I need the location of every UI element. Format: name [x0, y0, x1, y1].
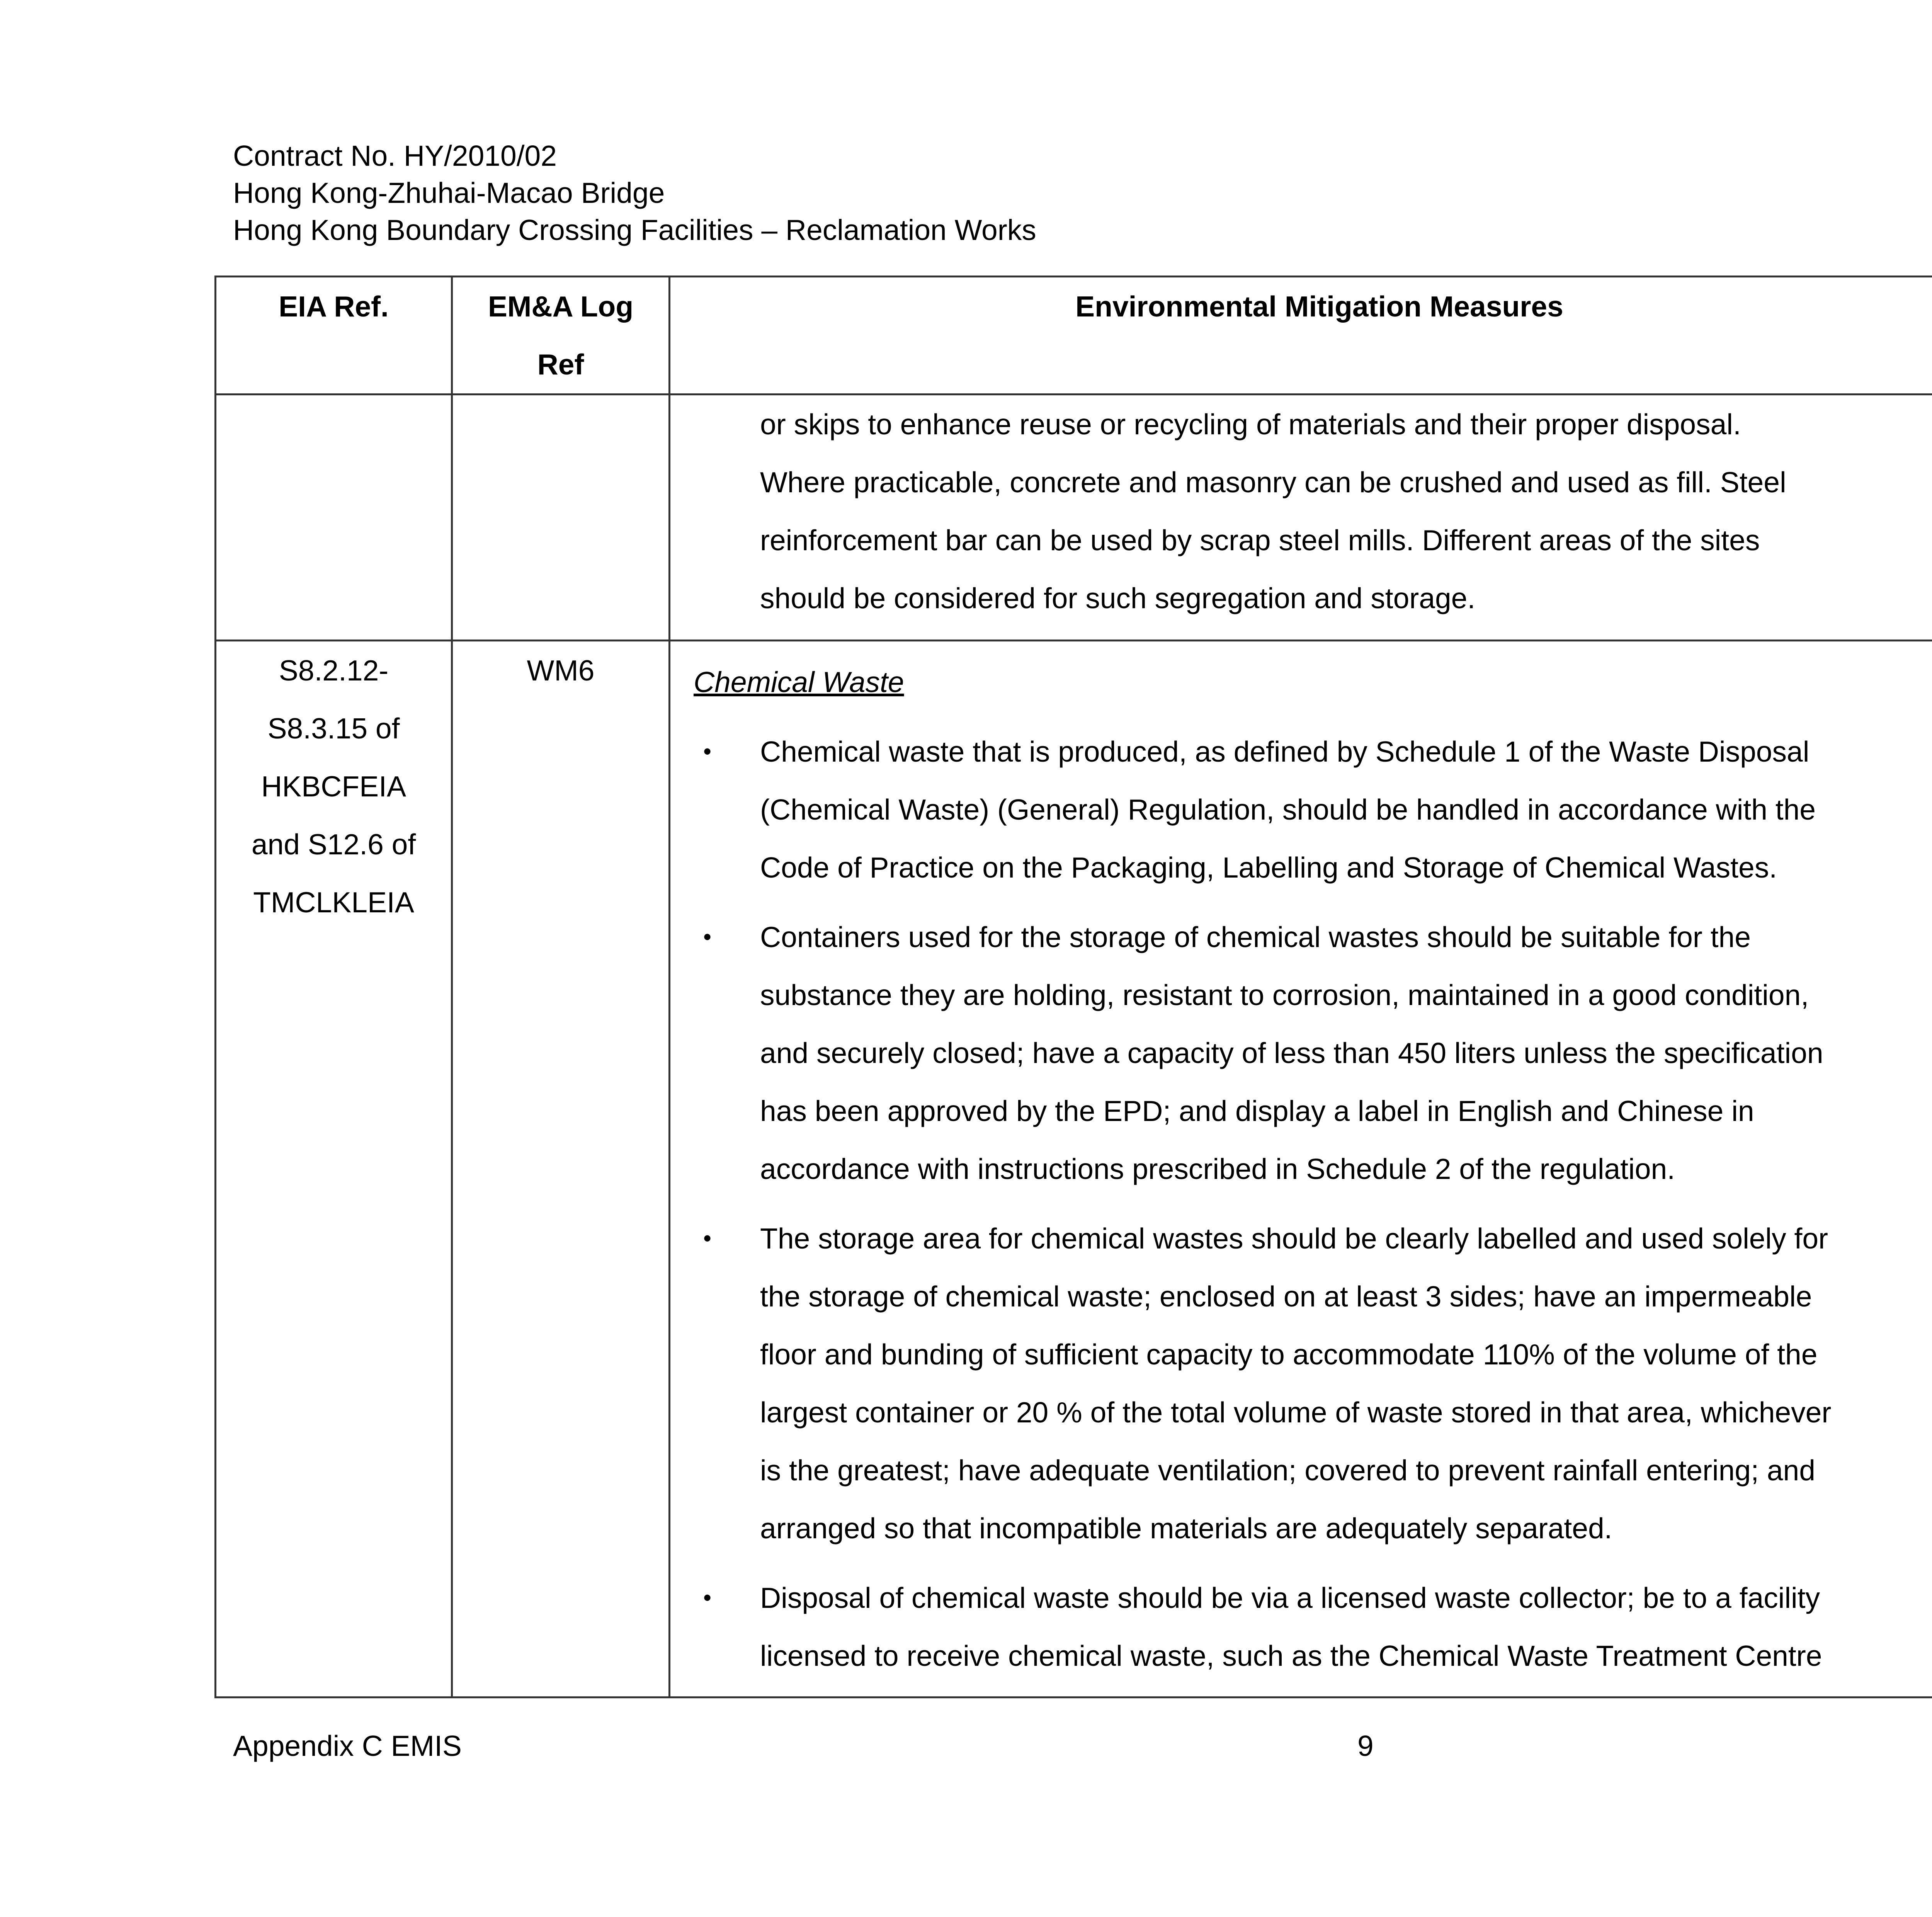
emis-table: [214, 276, 1932, 1698]
text-line: Where practicable, concrete and masonry can be crushed and used as fill. Steel: [760, 466, 1786, 498]
log-ref-value: WM6: [527, 654, 595, 687]
table-row-chemical-waste: [216, 641, 1932, 1698]
text-line: or skips to enhance reuse or recycling of materials and their proper disposal.: [760, 408, 1741, 441]
text-line: floor and bunding of sufficient capacity to accommodate 110% of the volume of the: [760, 1338, 1818, 1371]
page-number: 9: [1357, 1730, 1374, 1762]
text-line: is the greatest; have adequate ventilation; covered to prevent rainfall entering; and: [760, 1454, 1815, 1487]
bullet-icon: •: [703, 924, 712, 950]
cell-eia-ref: [216, 395, 452, 641]
bullet-icon: •: [703, 1225, 712, 1251]
eia-ref-line: and S12.6 of: [251, 828, 416, 861]
text-line: Containers used for the storage of chemical wastes should be suitable for the: [760, 921, 1751, 953]
continuation-text: [760, 395, 1932, 627]
appendix-label: Appendix C EMIS: [233, 1730, 462, 1762]
text-line: Chemical waste that is produced, as defined by Schedule 1 of the Waste Disposal: [760, 735, 1810, 768]
page-header: [233, 137, 1932, 248]
text-line: should be considered for such segregation and storage.: [760, 582, 1476, 614]
table-header-row: [216, 277, 1932, 395]
text-line: The storage area for chemical wastes should be clearly labelled and used solely for: [760, 1222, 1828, 1255]
text-line: (Chemical Waste) (General) Regulation, should be handled in accordance with the: [760, 793, 1816, 826]
text-line: and securely closed; have a capacity of less than 450 liters unless the specification: [760, 1037, 1823, 1069]
text-line: the storage of chemical waste; enclosed on at least 3 sides; have an impermeable: [760, 1280, 1812, 1313]
eia-ref-line: HKBCFEIA: [261, 770, 406, 803]
cell-mitigation-measures: [670, 395, 1932, 641]
list-item: [694, 908, 1932, 1198]
text-line: substance they are holding, resistant to corrosion, maintained in a good condition,: [760, 979, 1809, 1011]
works-title: Hong Kong Boundary Crossing Facilities – Reclamation Works: [233, 214, 1036, 246]
text-line: Code of Practice on the Packaging, Labelling and Storage of Chemical Wastes.: [760, 851, 1777, 884]
text-line: accordance with instructions prescribed in Schedule 2 of the regulation.: [760, 1153, 1675, 1185]
eia-ref-line: TMCLKLEIA: [253, 886, 414, 919]
bullet-icon: •: [703, 1585, 712, 1611]
text-line: reinforcement bar can be used by scrap steel mills. Different areas of the sites: [760, 524, 1760, 556]
column-header-eia-ref: EIA Ref.: [216, 277, 452, 395]
eia-ref-line: S8.2.12-: [279, 654, 389, 687]
table-row-continuation: [216, 395, 1932, 641]
cell-log-ref: [452, 641, 670, 1698]
project-name: Hong Kong-Zhuhai-Macao Bridge: [233, 177, 665, 209]
column-header-mitigation-measures: Environmental Mitigation Measures: [670, 277, 1932, 395]
cell-mitigation-measures: [670, 641, 1932, 1698]
text-line: has been approved by the EPD; and display a label in English and Chinese in: [760, 1095, 1754, 1127]
cell-log-ref: [452, 395, 670, 641]
column-header-log-ref: EM&A Log Ref: [452, 277, 670, 395]
list-item: [694, 1569, 1932, 1685]
section-title: Chemical Waste: [694, 666, 904, 698]
contract-number: Contract No. HY/2010/02: [233, 139, 557, 172]
bullet-icon: •: [703, 738, 712, 764]
text-line: Disposal of chemical waste should be via a licensed waste collector; be to a facility: [760, 1582, 1820, 1614]
text-line: largest container or 20 % of the total volume of waste stored in that area, whichever: [760, 1396, 1832, 1429]
cell-eia-ref: [216, 641, 452, 1698]
text-line: licensed to receive chemical waste, such as the Chemical Waste Treatment Centre: [760, 1640, 1822, 1672]
measures-list: [694, 723, 1932, 1685]
list-item: [694, 1209, 1932, 1557]
text-line: arranged so that incompatible materials are adequately separated.: [760, 1512, 1612, 1544]
eia-ref-line: S8.3.15 of: [267, 712, 400, 745]
list-item: [694, 723, 1932, 896]
